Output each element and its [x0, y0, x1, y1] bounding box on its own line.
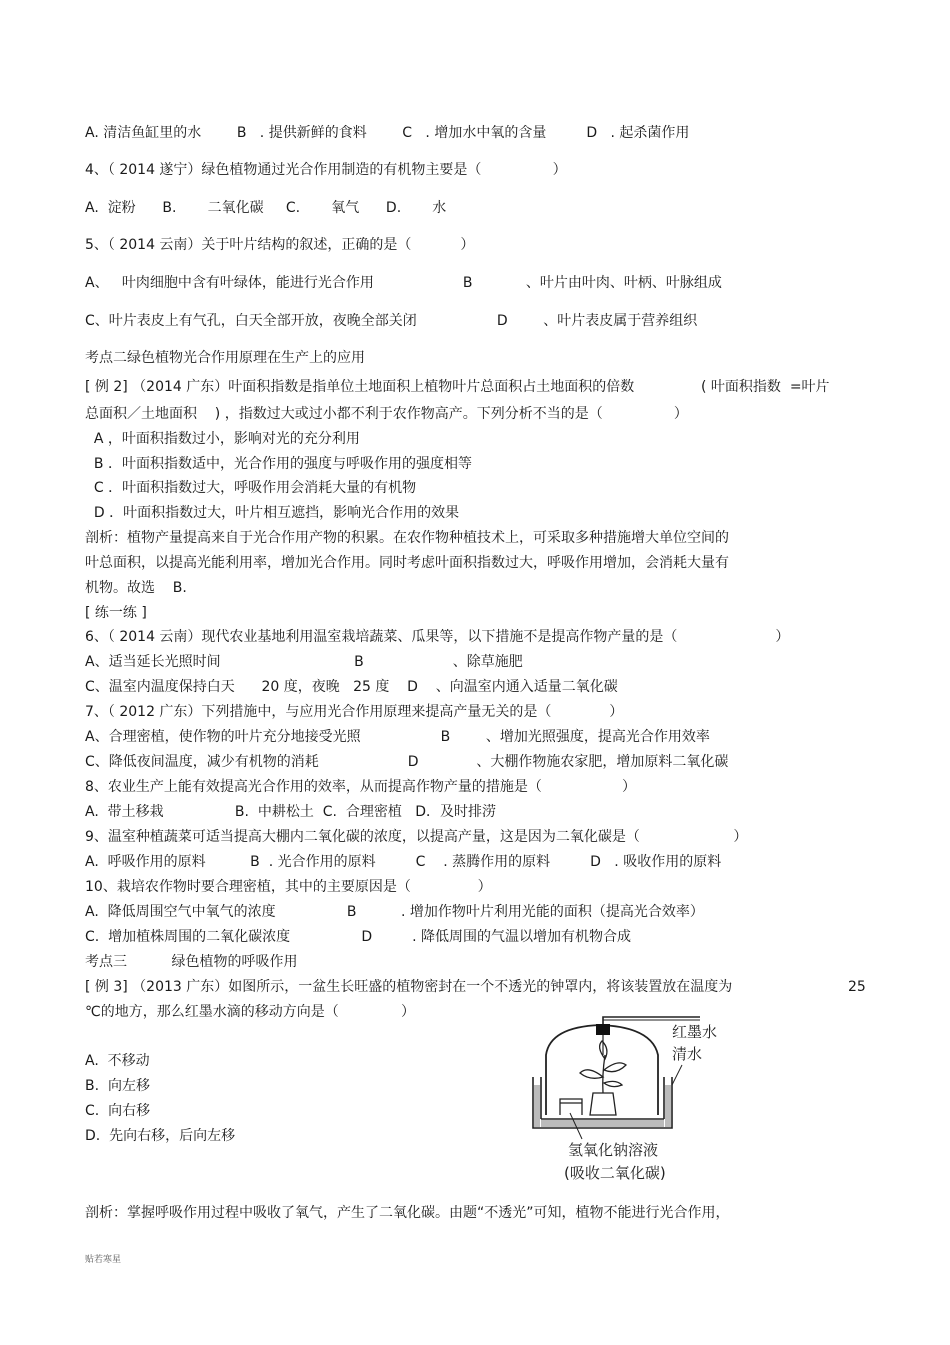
text-line-l37: D. 先向右移，后向左移 — [85, 1128, 236, 1144]
text-line-l21: 7、（ 2012 广东）下列措施中，与应用光合作用原理来提高产量无关的是（ ） — [85, 704, 624, 720]
text-line-l26: 9、温室种植蔬菜可适当提高大棚内二氧化碳的浓度，以提高产量，这是因为二氧化碳是（ ） — [85, 829, 748, 845]
text-line-l27: A. 呼吸作用的原料 B . 光合作用的原料 C . 蒸腾作用的原料 D . 吸收作用的原料 — [85, 854, 722, 870]
text-line-l01: A. 清洁鱼缸里的水 B . 提供新鲜的食料 C . 增加水中氧的含量 D . 起杀菌作用 — [85, 125, 690, 141]
text-line-l36: C. 向右移 — [85, 1103, 151, 1119]
text-line-l35: B. 向左移 — [85, 1078, 150, 1094]
text-line-l34: A. 不移动 — [85, 1053, 150, 1069]
text-line-l38: 剖析：掌握呼吸作用过程中吸收了氧气，产生了二氧化碳。由题“不透光”可知，植物不能进行光合作用， — [85, 1205, 730, 1221]
bell-jar — [546, 1025, 658, 1115]
footer-text: 贴若寒星 — [85, 1255, 122, 1265]
stopper — [596, 1024, 610, 1035]
bell-jar-diagram — [530, 1015, 718, 1185]
text-line-l08: [ 例 2] （2014 广东）叶面积指数是指单位土地面积上植物叶片总面积占土地面积的倍数 ( 叶面积指数 =叶片 — [85, 379, 830, 395]
text-line-l25: A. 带土移栽 B. 中耕松土 C. 合理密植 D．及时排涝 — [85, 804, 496, 820]
text-line-l31: 考点三 绿色植物的呼吸作用 — [85, 954, 298, 970]
label-ink: 红墨水 — [672, 1023, 718, 1041]
text-line-l09: 总面积／土地面积 ) ，指数过大或过小都不利于农作物高产。下列分析不当的是（ ） — [85, 406, 688, 422]
text-line-l33: ℃的地方，那么红墨水滴的移动方向是（ ） — [85, 1004, 416, 1020]
text-line-l02: 4、（ 2014 遂宁）绿色植物通过光合作用制造的有机物主要是（ ） — [85, 162, 567, 178]
beaker — [560, 1099, 582, 1115]
text-line-l07: 考点二绿色植物光合作用原理在生产上的应用 — [85, 350, 365, 366]
text-line-l13: D ．叶面积指数过大，叶片相互遮挡，影响光合作用的效果 — [85, 505, 460, 521]
label-water: 清水 — [672, 1045, 703, 1063]
text-line-l14: 剖析：植物产量提高来自于光合作用产物的积累。在农作物种植技术上，可采取多种措施增大单位空间的 — [85, 530, 729, 546]
text-line-l28: 10、栽培农作物时要合理密植，其中的主要原因是（ ） — [85, 879, 492, 895]
text-line-l03: A. 淀粉 B. 二氧化碳 C. 氧气 D. 水 — [85, 200, 447, 216]
text-line-l20: C、温室内温度保持白天 20 度，夜晚 25 度 D 、向温室内通入适量二氧化碳 — [85, 679, 618, 695]
text-line-l23: C、降低夜间温度，减少有机物的消耗 D 、大棚作物施农家肥，增加原料二氧化碳 — [85, 754, 729, 770]
text-line-l16: 机物。故选 B. — [85, 580, 187, 596]
text-line-l06: C、叶片表皮上有气孔，白天全部开放，夜晚全部关闭 D 、叶片表皮属于营养组织 — [85, 313, 698, 329]
text-line-l29: A. 降低周围空气中氧气的浓度 B . 增加作物叶片利用光能的面积（提高光合效率） — [85, 904, 704, 920]
text-line-l12: C ．叶面积指数过大，呼吸作用会消耗大量的有机物 — [85, 480, 417, 496]
text-line-l17: [ 练一练 ] — [85, 605, 147, 621]
text-line-l15: 叶总面积，以提高光能利用率，增加光合作用。同时考虑叶面积指数过大，呼吸作用增加，会消耗大量有 — [85, 555, 729, 571]
text-line-l19: A、适当延长光照时间 B 、除草施肥 — [85, 654, 523, 670]
text-line-l05: A、 叶肉细胞中含有叶绿体，能进行光合作用 B 、叶片由叶肉、叶柄、叶脉组成 — [85, 275, 722, 291]
text-line-l30: C. 增加植株周围的二氧化碳浓度 D . 降低周围的气温以增加有机物合成 — [85, 929, 632, 945]
text-line-l18: 6、（ 2014 云南）现代农业基地利用温室栽培蔬菜、瓜果等，以下措施不是提高作物产量的是（ ） — [85, 629, 790, 645]
text-line-l32: [ 例 3] （2013 广东）如图所示，一盆生长旺盛的植物密封在一个不透光的钟罩内，将该装置放在温度为 25 — [85, 979, 866, 995]
label-solution: 氢氧化钠溶液 — [568, 1141, 659, 1159]
text-line-l11: B ．叶面积指数适中，光合作用的强度与呼吸作用的强度相等 — [85, 456, 472, 472]
text-line-l04: 5、（ 2014 云南）关于叶片结构的叙述，正确的是（ ） — [85, 237, 475, 253]
label-note: (吸收二氧化碳) — [564, 1164, 666, 1182]
text-line-l24: 8、农业生产上能有效提高光合作用的效率，从而提高作物产量的措施是（ ） — [85, 779, 637, 795]
text-line-l22: A、合理密植，使作物的叶片充分地接受光照 B 、增加光照强度，提高光合作用效率 — [85, 729, 710, 745]
leader-water — [672, 1065, 682, 1085]
text-line-l10: A ，叶面积指数过小，影响对光的充分利用 — [85, 431, 360, 447]
